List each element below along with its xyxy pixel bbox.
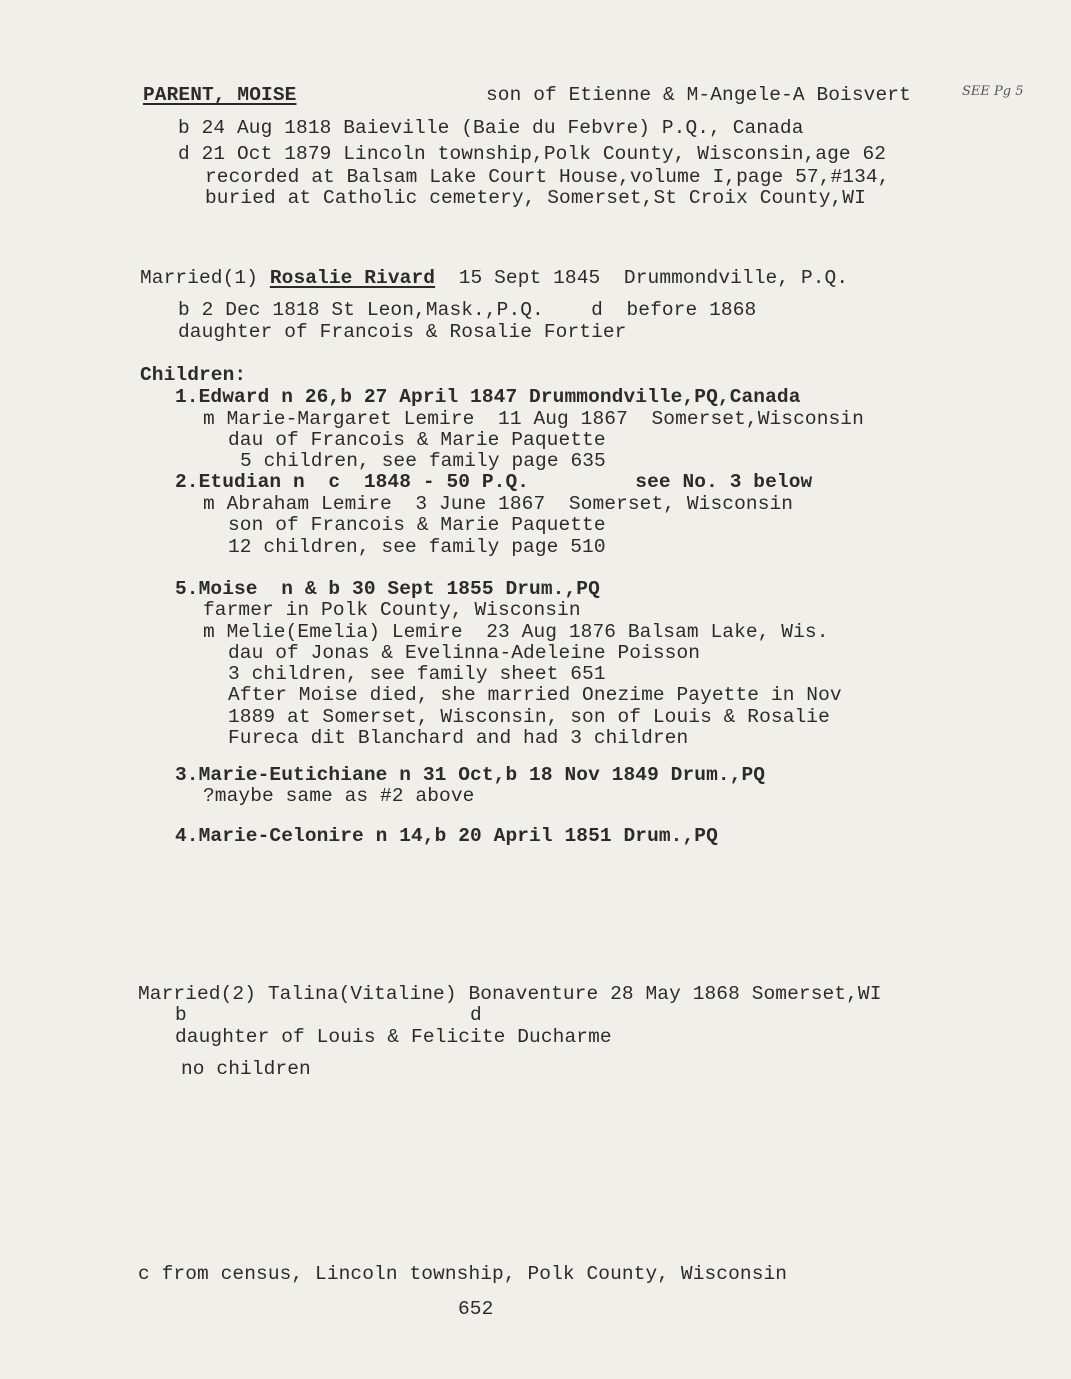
child-2-line-4: 12 children, see family page 510	[228, 536, 606, 558]
marriage-2-birth-death: b d	[175, 1004, 482, 1026]
child-5-line-7: 1889 at Somerset, Wisconsin, son of Louis & Rosalie	[228, 706, 830, 728]
child-1-line-1: 1.Edward n 26,b 27 April 1847 Drummondville,PQ,Canada	[175, 386, 801, 408]
child-1-line-2: m Marie-Margaret Lemire 11 Aug 1867 Somerset,Wisconsin	[203, 408, 864, 430]
child-2-line-1: 2.Etudian n c 1848 - 50 P.Q. see No. 3 below	[175, 471, 813, 493]
header-line	[143, 84, 296, 106]
child-5-line-5: 3 children, see family sheet 651	[228, 663, 606, 685]
child-4-line-1: 4.Marie-Celonire n 14,b 20 April 1851 Drum.,PQ	[175, 825, 718, 847]
child-5-line-2: farmer in Polk County, Wisconsin	[203, 599, 581, 621]
handwritten-note: SEE Pg 5	[962, 84, 1024, 99]
child-3-line-2: ?maybe same as #2 above	[203, 785, 475, 807]
marriage-1-details: 15 Sept 1845 Drummondville, P.Q.	[458, 267, 849, 289]
marriage-2-parents: daughter of Louis & Felicite Ducharme	[175, 1026, 612, 1048]
marriage-1-line	[140, 267, 848, 289]
birth-line: b 24 Aug 1818 Baieville (Baie du Febvre) P.Q., Canada	[178, 117, 804, 139]
child-1-line-4: 5 children, see family page 635	[240, 450, 606, 472]
child-5-line-6: After Moise died, she married Onezime Payette in Nov	[228, 684, 842, 706]
child-2-line-2: m Abraham Lemire 3 June 1867 Somerset, Wisconsin	[203, 493, 794, 515]
child-1-line-3: dau of Francois & Marie Paquette	[228, 429, 606, 451]
death-line: d 21 Oct 1879 Lincoln township,Polk County, Wisconsin,age 62	[178, 143, 887, 165]
marriage-1-birth: b 2 Dec 1818 St Leon,Mask.,P.Q. d before 1868	[178, 299, 757, 321]
person-parents: son of Etienne & M-Angele-A Boisvert	[486, 84, 911, 106]
child-3-line-1: 3.Marie-Eutichiane n 31 Oct,b 18 Nov 1849 Drum.,PQ	[175, 764, 766, 786]
child-5-line-8: Fureca dit Blanchard and had 3 children	[228, 727, 689, 749]
child-5-line-1: 5.Moise n & b 30 Sept 1855 Drum.,PQ	[175, 578, 600, 600]
marriage-1-parents: daughter of Francois & Rosalie Fortier	[178, 321, 627, 343]
child-5-line-4: dau of Jonas & Evelinna-Adeleine Poisson	[228, 642, 701, 664]
marriage-2-line: Married(2) Talina(Vitaline) Bonaventure 28 May 1868 Somerset,WI	[138, 983, 882, 1005]
person-name: PARENT, MOISE	[143, 84, 297, 106]
marriage-1-spouse: Rosalie Rivard	[269, 267, 436, 289]
recorded-line: recorded at Balsam Lake Court House,volume I,page 57,#134,	[205, 166, 890, 188]
buried-line: buried at Catholic cemetery, Somerset,St Croix County,WI	[205, 187, 866, 209]
child-2-line-3: son of Francois & Marie Paquette	[228, 514, 606, 536]
page-number: 652	[458, 1298, 494, 1320]
children-label: Children:	[140, 364, 247, 386]
marriage-2-children: no children	[181, 1058, 311, 1080]
footnote: c from census, Lincoln township, Polk County, Wisconsin	[138, 1263, 788, 1285]
child-5-line-3: m Melie(Emelia) Lemire 23 Aug 1876 Balsam Lake, Wis.	[203, 621, 829, 643]
marriage-1-prefix: Married(1)	[140, 267, 259, 289]
